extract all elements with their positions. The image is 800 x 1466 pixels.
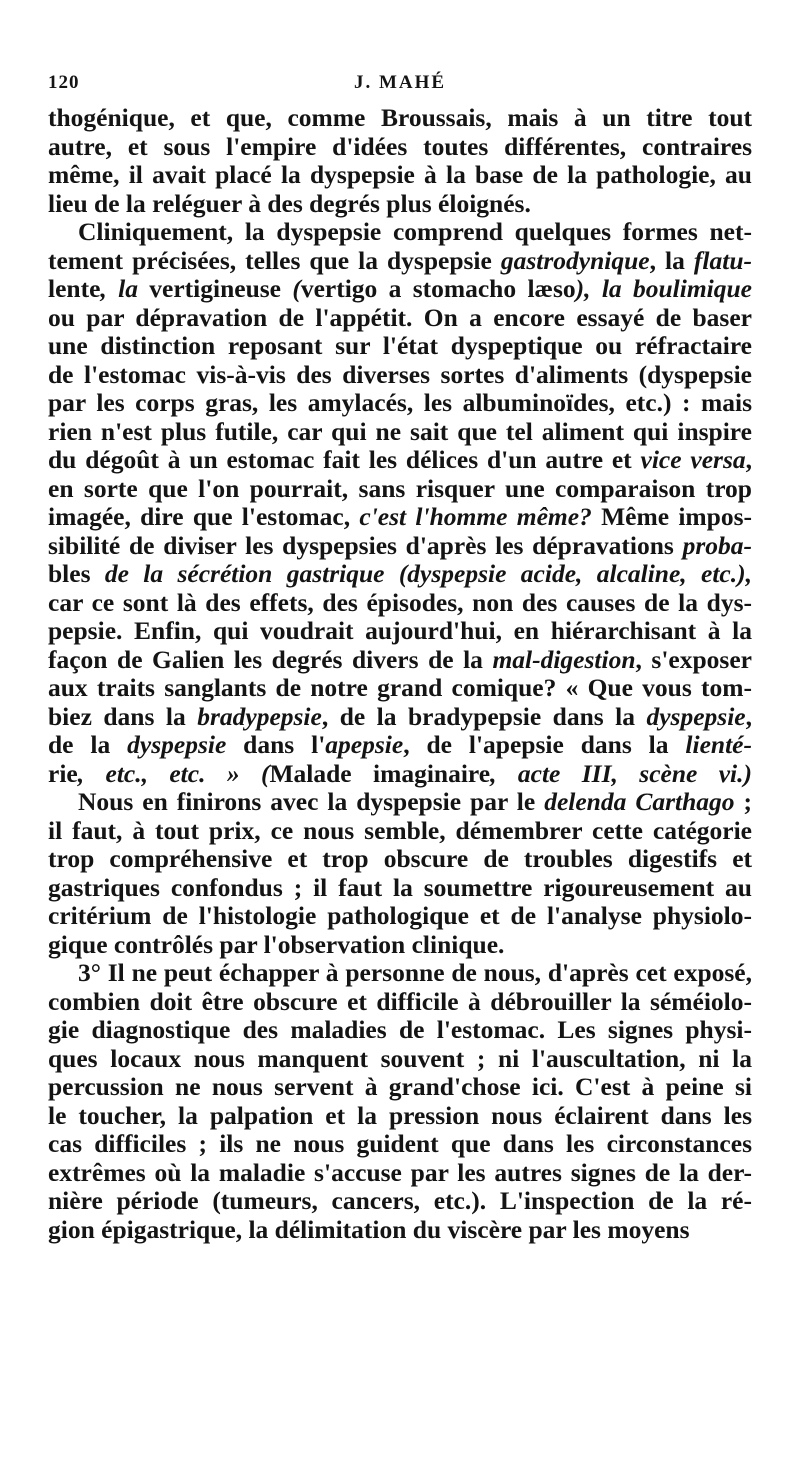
text-line — [48, 446, 752, 475]
text-segment: Même impos- — [591, 503, 752, 531]
text-line — [48, 988, 752, 1017]
text-segment: ou par dépravation de l'appétit. On a encore essayé de baser — [48, 303, 752, 332]
text-segment: gie diagnostique des maladies de l'estomac. Les signes physi- — [48, 1016, 752, 1044]
text-segment: extrêmes où la maladie s'accuse par les autres signes de la der- — [48, 1158, 752, 1187]
text-segment: de la — [48, 731, 128, 759]
text-segment: Malade imaginaire — [269, 759, 491, 788]
italic-phrase: mal-digestion — [492, 645, 636, 674]
text-segment: sibilité de diviser les dyspepsies d'après les dépravations — [48, 531, 683, 560]
text-line — [48, 817, 752, 846]
text-segment: biez dans la — [48, 702, 198, 731]
italic-phrase: dyspepsie — [127, 731, 227, 759]
italic-phrase: delenda Carthago — [544, 788, 735, 816]
italic-phrase: , acte III, scène vi.) — [490, 759, 752, 788]
text-line — [48, 389, 752, 418]
text-segment: façon de Galien les degrés divers de la — [48, 645, 493, 674]
text-line — [48, 218, 752, 247]
italic-phrase: apepsie — [325, 731, 404, 759]
italic-phrase: vice versa — [640, 446, 746, 474]
text-segment: , de l'apepsie dans la — [403, 731, 686, 759]
text-line — [48, 731, 752, 760]
text-line — [48, 275, 752, 304]
text-segment: autre, et sous l'empire d'idées toutes différentes, contraires — [48, 132, 752, 161]
text-segment: bles — [48, 560, 91, 588]
text-segment: , — [745, 702, 752, 731]
text-segment: rie — [48, 759, 78, 788]
text-segment: lente — [48, 275, 101, 303]
text-line — [48, 503, 752, 532]
text-segment: de l'estomac vis-à-vis des diverses sortes d'aliments (dyspepsie — [48, 360, 752, 389]
text-segment: thogénique, et que, comme Broussais, mais à un titre tout — [48, 104, 752, 132]
text-segment: du dégoût à un estomac fait les délices d'un autre et — [48, 446, 641, 474]
text-segment: en sorte que l'on pourrait, sans risquer une comparaison trop — [48, 474, 752, 503]
text-segment: , s'exposer — [635, 645, 752, 674]
italic-phrase: gastrodynique — [500, 246, 650, 275]
text-line — [48, 902, 752, 931]
text-line — [48, 361, 752, 390]
text-line — [48, 104, 752, 133]
italic-phrase: flatu- — [693, 246, 752, 275]
text-segment: imagée, dire que l'estomac, — [48, 503, 360, 531]
text-line — [48, 304, 752, 333]
text-segment: gique contrôlés par l'observation clinique. — [48, 930, 505, 959]
text-segment: nière période (tumeurs, cancers, etc.). L'inspection de la ré- — [48, 1187, 752, 1215]
text-segment: tement précisées, telles que la dyspepsie — [48, 246, 501, 275]
text-segment: vertigo a stomacho læso — [300, 275, 576, 303]
running-head — [48, 72, 752, 102]
text-segment: critérium de l'histologie pathologique et de l'analyse physiolo- — [48, 902, 752, 930]
text-segment: lieu de la reléguer à des degrés plus éloignés. — [48, 189, 531, 218]
running-head-author: J. MAHÉ — [353, 72, 447, 93]
text-line — [48, 532, 752, 561]
text-line — [48, 1187, 752, 1216]
text-segment: , de la bradypepsie dans la — [321, 702, 647, 731]
italic-phrase: lienté- — [685, 731, 752, 759]
text-line — [48, 332, 752, 361]
text-line — [48, 418, 752, 447]
text-line — [48, 1130, 752, 1159]
text-segment: gastriques confondus ; il faut la soumettre rigoureusement au — [48, 873, 752, 902]
page-number: 120 — [48, 72, 80, 93]
text-line — [48, 874, 752, 903]
italic-phrase: c'est l'homme même? — [359, 503, 592, 531]
text-segment: car ce sont là des effets, des épisodes, non des causes de la dys- — [48, 588, 752, 617]
italic-phrase: de la sécrétion gastrique (dyspepsie acide, alcaline, etc.), — [90, 560, 752, 588]
text-line — [48, 161, 752, 190]
text-segment: par les corps gras, les amylacés, les albuminoïdes, etc.) : mais — [48, 389, 752, 417]
text-line — [48, 617, 752, 646]
text-line — [48, 560, 752, 589]
text-line — [48, 931, 752, 960]
text-segment: Nous en finirons avec la dyspepsie par le — [78, 788, 545, 816]
italic-phrase: bradypepsie — [197, 702, 322, 731]
italic-phrase: , la — [100, 275, 150, 303]
text-segment: pepsie. Enfin, qui voudrait aujourd'hui, en hiérarchisant à la — [48, 617, 752, 645]
text-line — [48, 133, 752, 162]
text-segment: , — [745, 446, 752, 474]
text-segment: 3° Il ne peut échapper à personne de nous, d'après cet exposé, — [78, 959, 752, 987]
text-segment: gion épigastrique, la délimitation du viscère par les moyens — [48, 1215, 690, 1244]
text-segment: , la — [649, 246, 694, 275]
text-segment: rien n'est plus futile, car qui ne sait que tel aliment qui inspire — [48, 417, 752, 446]
text-line — [48, 190, 752, 219]
text-line — [48, 674, 752, 703]
text-segment: vertigineuse — [149, 275, 282, 303]
text-line — [48, 845, 752, 874]
text-segment: ques locaux nous manquent souvent ; ni l'auscultation, ni la — [48, 1044, 752, 1073]
text-segment: le toucher, la palpation et la pression nous éclairent dans les — [48, 1101, 752, 1130]
text-line — [48, 589, 752, 618]
text-segment: Cliniquement, la dyspepsie comprend quelques formes net- — [78, 218, 752, 246]
text-segment: trop compréhensive et trop obscure de troubles digestifs et — [48, 845, 752, 873]
text-line — [48, 475, 752, 504]
italic-phrase: , etc., etc. » ( — [77, 759, 270, 788]
text-line — [48, 760, 752, 789]
text-segment: cas difficiles ; ils ne nous guident que dans les circonstances — [48, 1130, 752, 1158]
text-line — [48, 703, 752, 732]
text-segment: percussion ne nous servent à grand'chose ici. C'est à peine si — [48, 1073, 752, 1101]
italic-phrase: proba- — [682, 531, 752, 560]
text-segment: aux traits sanglants de notre grand comique? « Que vous tom- — [48, 674, 752, 702]
text-line — [48, 1045, 752, 1074]
text-line — [48, 1216, 752, 1245]
text-line — [48, 1073, 752, 1102]
text-line — [48, 1159, 752, 1188]
italic-phrase: ( — [281, 275, 301, 303]
italic-phrase: ), la boulimique — [575, 275, 752, 303]
text-segment: il faut, à tout prix, ce nous semble, démembrer cette catégorie — [48, 816, 752, 845]
text-segment: même, il avait placé la dyspepsie à la base de la pathologie, au — [48, 161, 752, 189]
text-line — [48, 1102, 752, 1131]
text-segment: ; — [734, 788, 752, 816]
text-line — [48, 247, 752, 276]
text-line — [48, 646, 752, 675]
text-line — [48, 1016, 752, 1045]
text-segment: combien doit être obscure et difficile à débrouiller la séméiolo- — [48, 987, 752, 1016]
text-line — [48, 959, 752, 988]
text-segment: une distinction reposant sur l'état dyspeptique ou réfractaire — [48, 332, 752, 360]
body-text — [48, 104, 752, 1244]
text-segment: dans l' — [226, 731, 326, 759]
text-line — [48, 788, 752, 817]
italic-phrase: dyspepsie — [646, 702, 746, 731]
